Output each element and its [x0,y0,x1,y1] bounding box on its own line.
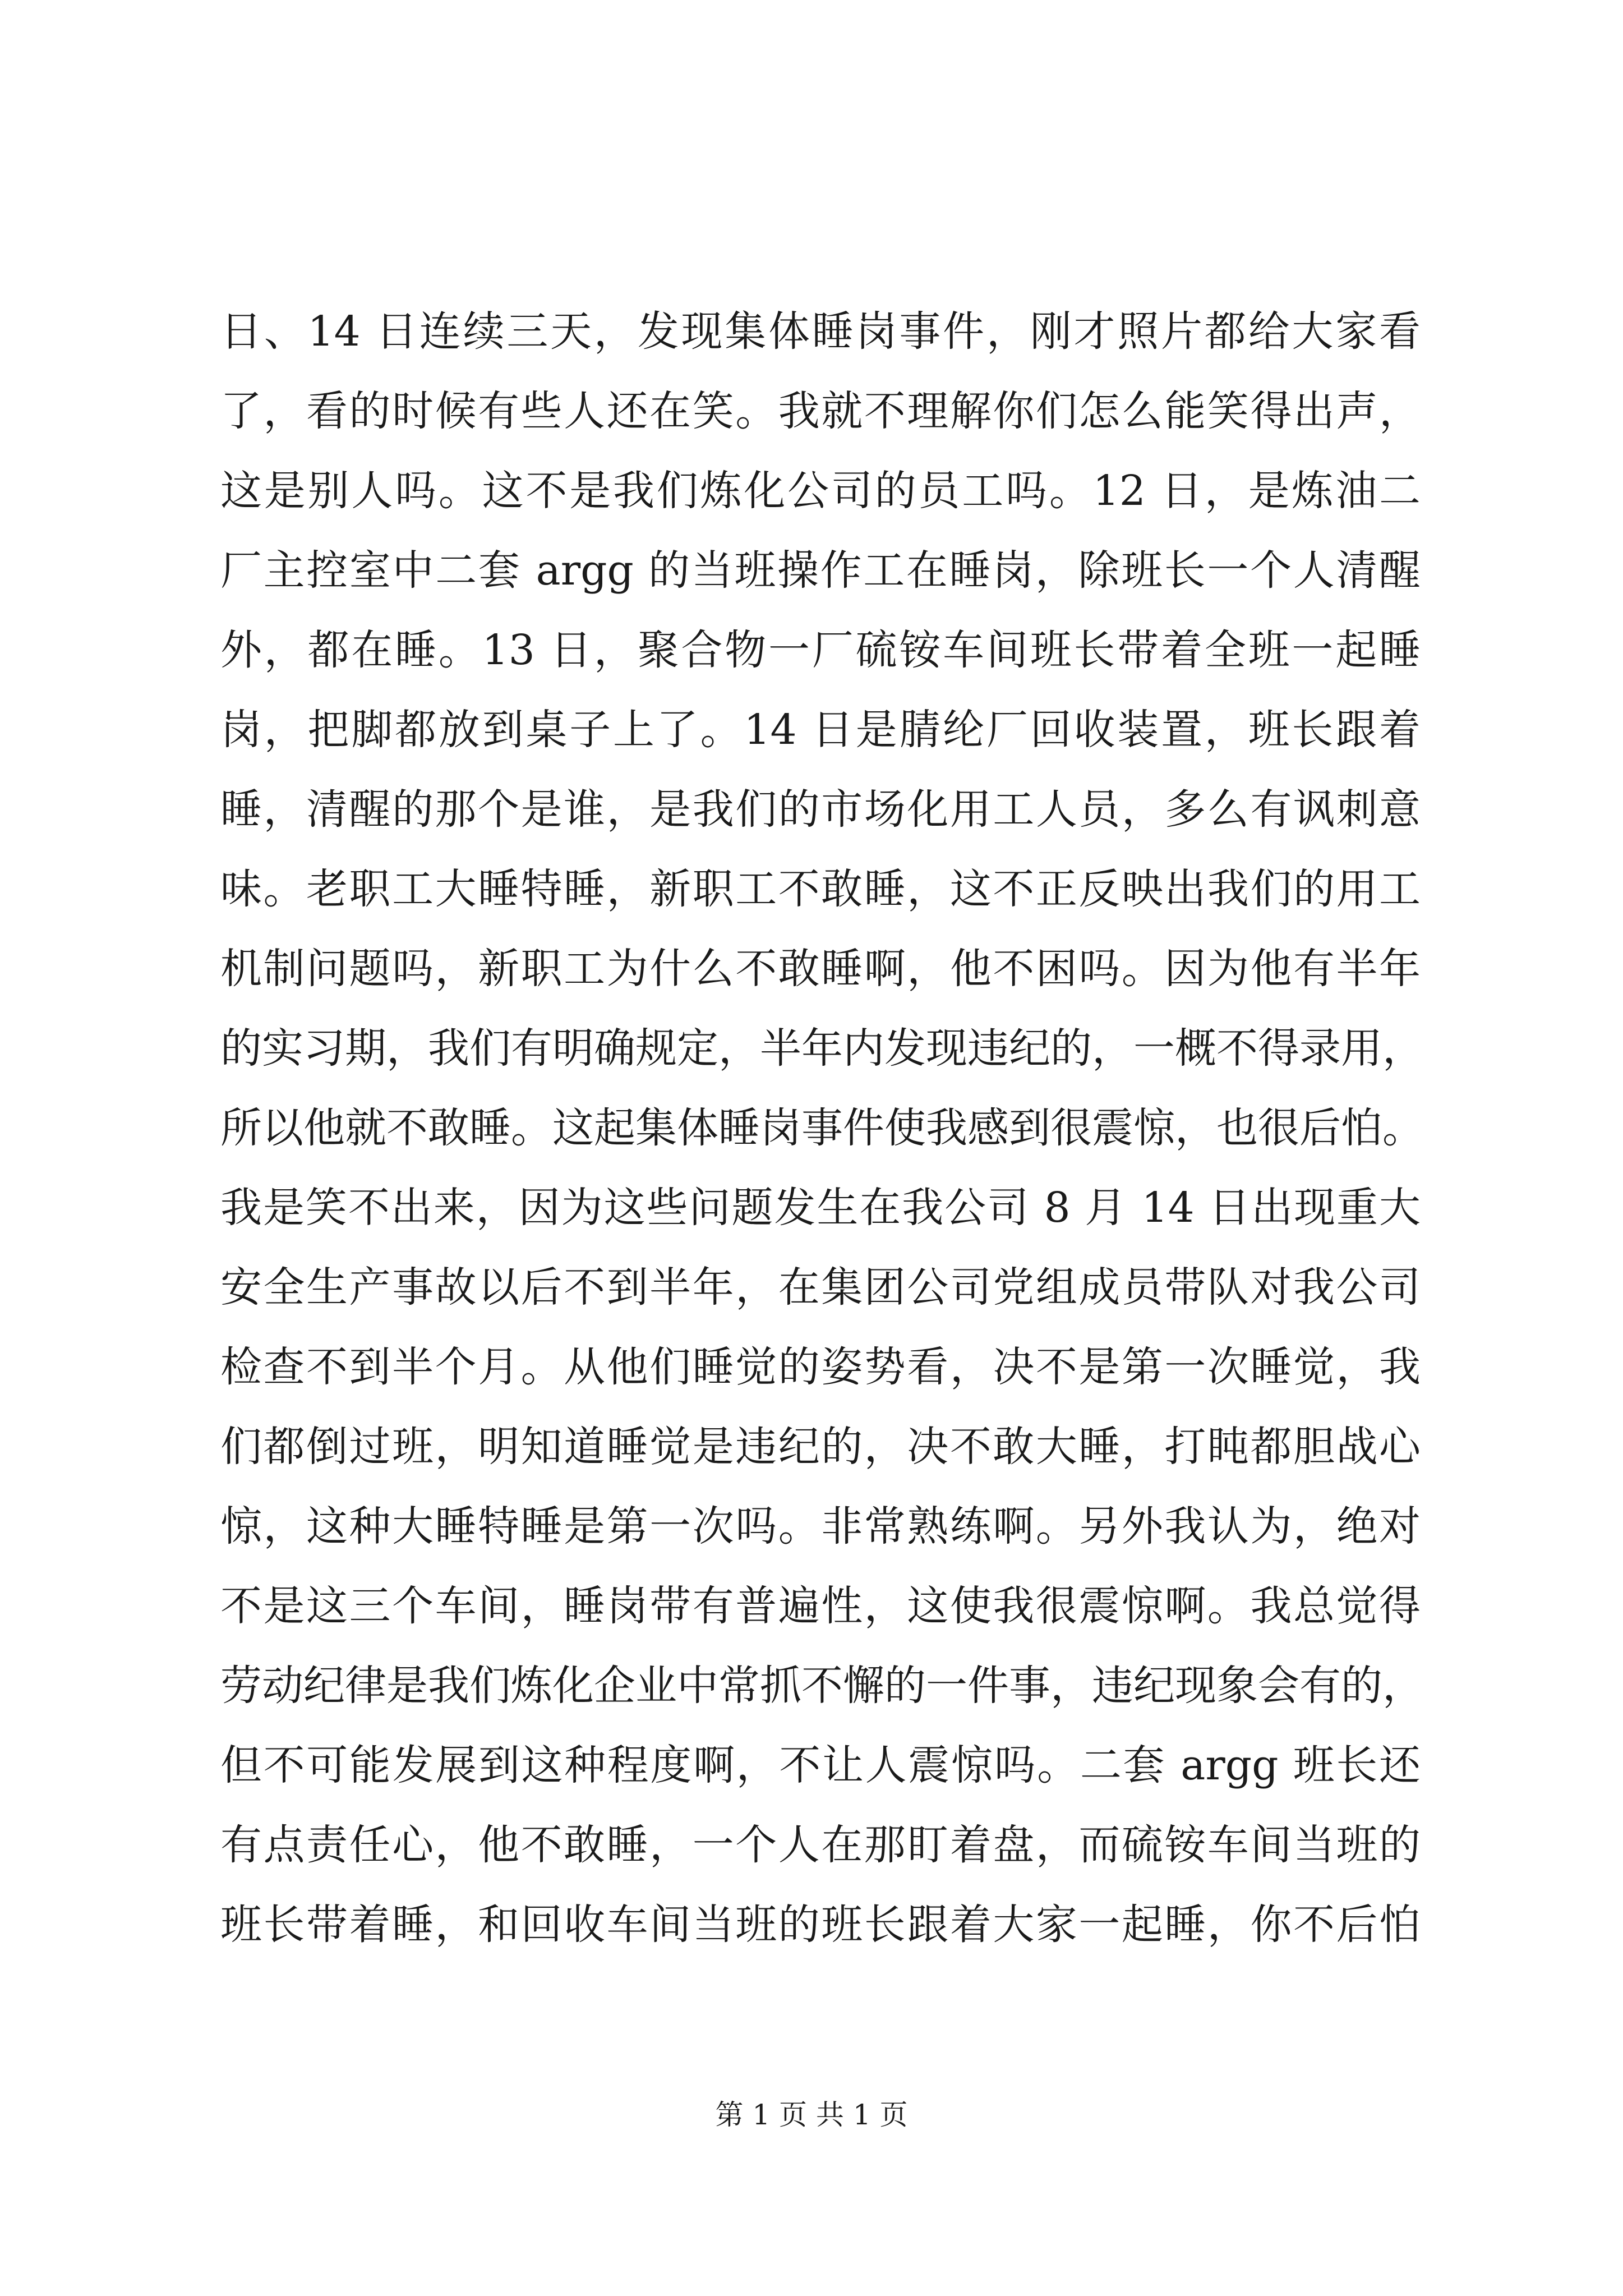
text-line: 检查不到半个月。从他们睡觉的姿势看，决不是第一次睡觉，我 [220,1343,1421,1391]
text-line: 外，都在睡。13 日，聚合物一厂硫铵车间班长带着全班一起睡 [220,626,1421,674]
text-line: 们都倒过班，明知道睡觉是违纪的，决不敢大睡，打盹都胆战心 [220,1423,1421,1471]
text-line: 劳动纪律是我们炼化企业中常抓不懈的一件事，违纪现象会有的， [220,1662,1424,1710]
text-line: 班长带着睡，和回收车间当班的班长跟着大家一起睡，你不后怕 [220,1901,1421,1949]
text-line: 这是别人吗。这不是我们炼化公司的员工吗。12 日，是炼油二 [220,467,1421,515]
text-line: 不是这三个车间，睡岗带有普遍性，这使我很震惊啊。我总觉得 [220,1582,1421,1630]
body-text [220,292,1424,1964]
text-line: 所以他就不敢睡。这起集体睡岗事件使我感到很震惊，也很后怕。 [220,1104,1424,1152]
text-line: 有点责任心，他不敢睡，一个人在那盯着盘，而硫铵车间当班的 [220,1821,1421,1869]
text-line: 岗，把脚都放到桌子上了。14 日是腈纶厂回收装置，班长跟着 [220,706,1421,754]
text-line: 日、14 日连续三天，发现集体睡岗事件，刚才照片都给大家看 [220,307,1421,356]
text-line: 厂主控室中二套 argg 的当班操作工在睡岗，除班长一个人清醒 [220,546,1421,595]
text-line: 安全生产事故以后不到半年，在集团公司党组成员带队对我公司 [220,1263,1421,1312]
text-line: 我是笑不出来，因为这些问题发生在我公司 8 月 14 日出现重大 [220,1184,1421,1232]
text-line: 机制问题吗，新职工为什么不敢睡啊，他不困吗。因为他有半年 [220,945,1421,993]
text-line: 了，看的时候有些人还在笑。我就不理解你们怎么能笑得出声， [220,387,1421,435]
text-line: 睡，清醒的那个是谁，是我们的市场化用工人员，多么有讽刺意 [220,785,1421,834]
page-footer: 第 1 页 共 1 页 [715,2099,908,2131]
text-line: 的实习期，我们有明确规定，半年内发现违纪的，一概不得录用， [220,1024,1424,1073]
text-line: 味。老职工大睡特睡，新职工不敢睡，这不正反映出我们的用工 [220,865,1421,913]
text-line: 惊，这种大睡特睡是第一次吗。非常熟练啊。另外我认为，绝对 [220,1502,1421,1550]
text-line: 但不可能发展到这种程度啊，不让人震惊吗。二套 argg 班长还 [220,1741,1421,1789]
